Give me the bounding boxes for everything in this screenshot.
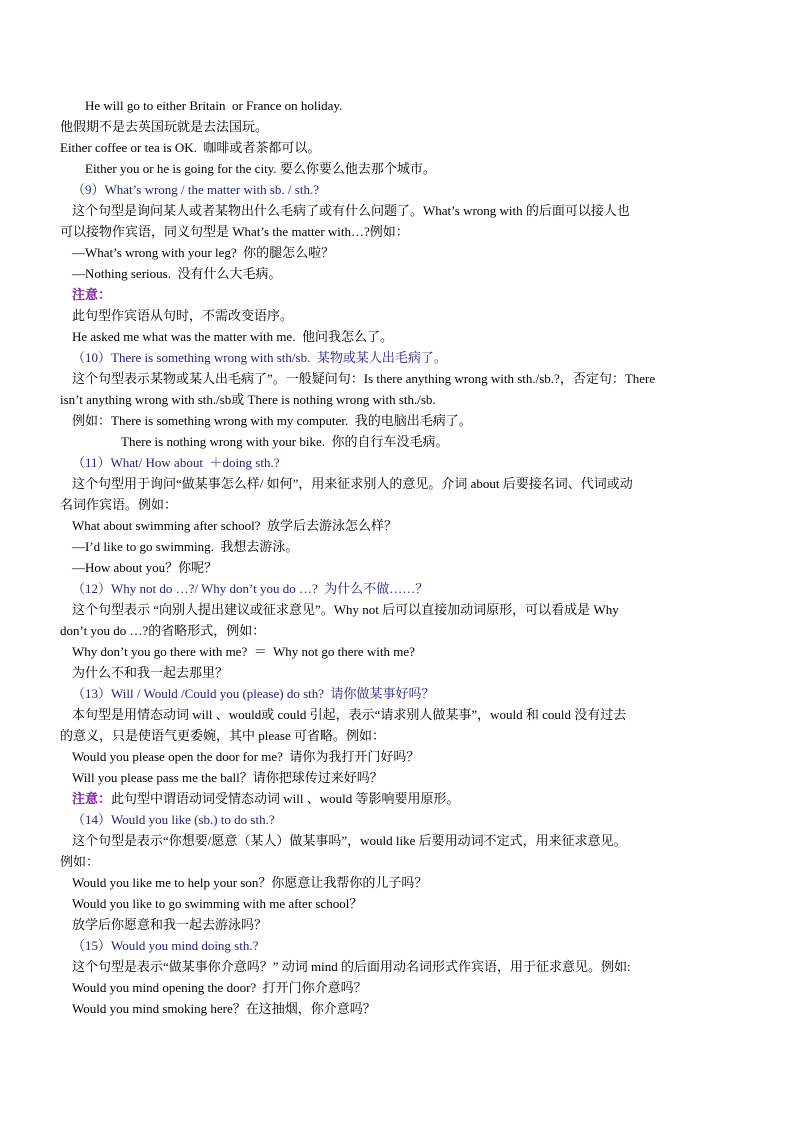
text-line: Either coffee or tea is OK. 咖啡或者茶都可以。 xyxy=(60,140,321,155)
text-line: 这个句型用于询问“做某事怎么样/ 如何”，用来征求别人的意见。介词 about 后要接名词、代词或动 xyxy=(72,476,633,491)
section-heading: （14）Would you like (sb.) to do sth.? xyxy=(72,812,275,827)
text-line: 为什么不和我一起去那里？ xyxy=(72,665,229,680)
section-heading: （13）Will / Would /Could you (please) do sth? 请你做某事好吗？ xyxy=(72,686,435,701)
text-line: He asked me what was the matter with me. 他问我怎么了。 xyxy=(72,329,393,344)
text-line: 此句型作宾语从句时，不需改变语序。 xyxy=(72,308,294,323)
text-line: There is nothing wrong with your bike. 你的自行车没毛病。 xyxy=(121,434,449,449)
text-line: —How about you？你呢？ xyxy=(72,560,218,575)
note-label: 注意： xyxy=(72,791,112,806)
text-line: —Nothing serious. 没有什么大毛病。 xyxy=(72,266,282,281)
text-line: Would you like to go swimming with me after school？ xyxy=(72,896,363,911)
text-line: 这个句型是询问某人或者某物出什么毛病了或有什么问题了。What’s wrong with 的后面可以接人也 xyxy=(72,203,630,218)
text-line: 这个句型是表示“做某事你介意吗？” 动词 mind 的后面用动名词形式作宾语，用于征求意见。例如: xyxy=(72,959,631,974)
text-line: 可以接物作宾语，同义句型是 What’s the matter with…?例如： xyxy=(60,224,409,239)
section-heading: （11）What/ How about ＋doing sth.? xyxy=(72,455,280,470)
text-line: Would you mind smoking here？在这抽烟，你介意吗？ xyxy=(72,1001,376,1016)
text-line: don’t you do …?的省略形式，例如： xyxy=(60,623,266,638)
text-line: 这个句型表示某物或某人出毛病了”。一般疑问句：Is there anything wrong with sth./sb.?，否定句：There xyxy=(72,371,656,386)
text-line: 本句型是用情态动词 will 、would或 could 引起，表示“请求别人做某事”，would 和 could 没有过去 xyxy=(72,707,627,722)
text-line: —What’s wrong with your leg? 你的腿怎么啦？ xyxy=(72,245,335,260)
note-text: 此句型中谓语动词受情态动词 will 、would 等影响要用原形。 xyxy=(111,791,460,806)
text-line: Will you please pass me the ball？请你把球传过来好吗？ xyxy=(72,770,383,785)
section-heading: （15）Would you mind doing sth.? xyxy=(72,938,259,953)
note-label: 注意： xyxy=(72,287,112,302)
text-line: 例如：There is something wrong with my computer. 我的电脑出毛病了。 xyxy=(72,413,472,428)
text-line: Would you like me to help your son？你愿意让我帮你的儿子吗？ xyxy=(72,875,428,890)
section-heading: （9）What’s wrong / the matter with sb. / sth.? xyxy=(72,182,319,197)
text-line: 名词作宾语。例如： xyxy=(60,497,178,512)
text-line: 这个句型表示 “向别人提出建议或征求意见”。Why not 后可以直接加动词原形，可以看成是 Why xyxy=(72,602,619,617)
text-line: Would you please open the door for me? 请你为我打开门好吗？ xyxy=(72,749,420,764)
text-line: He will go to either Britain or France on holiday. xyxy=(85,98,343,113)
text-line: What about swimming after school? 放学后去游泳怎么样？ xyxy=(72,518,397,533)
text-line: 的意义，只是使语气更委婉，其中 please 可省略。例如： xyxy=(60,728,385,743)
text-line: Would you mind opening the door? 打开门你介意吗？ xyxy=(72,980,367,995)
section-heading: （10）There is something wrong with sth/sb. 某物或某人出毛病了。 xyxy=(72,350,447,365)
text-line: 这个句型是表示“你想要/愿意（某人）做某事吗”，would like 后要用动词不定式，用来征求意见。 xyxy=(72,833,627,848)
section-heading: （12）Why not do …?/ Why don’t you do …? 为什么不做……？ xyxy=(72,581,429,596)
text-line: 例如： xyxy=(60,854,100,869)
text-line: 放学后你愿意和我一起去游泳吗？ xyxy=(72,917,268,932)
text-line: 他假期不是去英国玩就是去法国玩。 xyxy=(60,119,269,134)
text-line: Either you or he is going for the city. 要么你要么他去那个城市。 xyxy=(85,161,436,176)
text-line: —I’d like to go swimming. 我想去游泳。 xyxy=(72,539,299,554)
text-line: Why don’t you go there with me? ＝ Why not go there with me? xyxy=(72,644,415,659)
text-line: isn’t anything wrong with sth./sb或 There is nothing wrong with sth./sb. xyxy=(60,392,436,407)
note-line xyxy=(72,789,460,809)
